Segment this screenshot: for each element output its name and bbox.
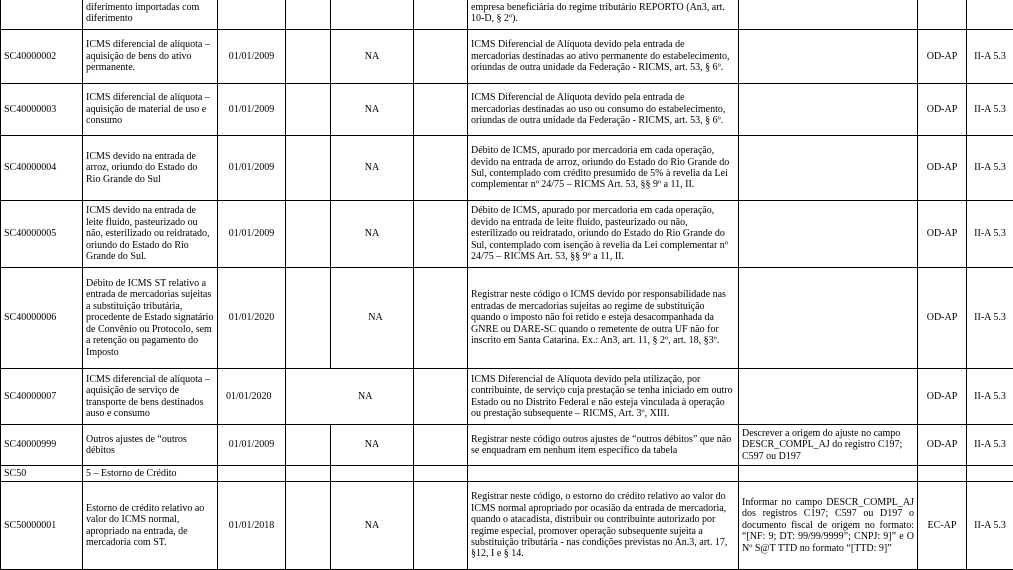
detail-cell: ICMS Diferencial de Alíquota devido pela entrada de mercadorias destinadas ao ativo permanente do estabelecimento, oriundas de outra unidade da Federação - RICMS, art. 53, § 6º. (468, 30, 739, 84)
na-cell: NA (331, 201, 414, 268)
na-cell: NA (331, 136, 414, 201)
description-cell: 5 – Estorno de Crédito (83, 466, 218, 482)
observation-cell (739, 136, 918, 201)
na-cell: NA (331, 30, 414, 84)
reflection-cell: OD-AP (918, 369, 967, 425)
detail-cell: Registrar neste código o ICMS devido por responsabilidade nas entradas de mercadorias sujeitas ao regime de substituição quando o imposto não foi retido e esteja desacompanhada da GNRE ou DARE-SC quando o remetente de outra UF não for inscrito em Santa Catarina. Ex.: An3, art. 11, § 2º, art. 18, §3º. (468, 268, 739, 369)
end-date-cell (286, 84, 331, 136)
empty-cell (414, 466, 468, 482)
reference-cell: II-A 5.3 (967, 482, 1013, 570)
end-date-cell (286, 0, 331, 30)
reference-cell (967, 466, 1013, 482)
start-date-cell: 01/01/2009 (218, 201, 286, 268)
detail-cell: Registrar neste código outros ajustes de “outros débitos” que não se enquadram em nenhum item específico da tabela (468, 425, 739, 466)
reflection-cell: OD-AP (918, 84, 967, 136)
code-cell: SC50 (1, 466, 83, 482)
observation-cell (739, 30, 918, 84)
observation-cell (739, 201, 918, 268)
empty-cell (414, 84, 468, 136)
end-date-cell (286, 201, 331, 268)
start-date-cell: 01/01/2018 (218, 482, 286, 570)
empty-cell (414, 201, 468, 268)
reference-cell: II-A 5.3 (967, 201, 1013, 268)
empty-cell (414, 30, 468, 84)
na-cell: NA (331, 268, 414, 369)
observation-cell: Descrever a origem do ajuste no campo DESCR_COMPL_AJ do registro C197; C597 ou D197 (739, 425, 918, 466)
start-date-cell (218, 466, 286, 482)
start-date-cell: 01/01/2009 (218, 136, 286, 201)
reference-cell: II-A 5.3 (967, 369, 1013, 425)
description-cell: ICMS diferencial de alíquota – aquisição de bens do ativo permanente. (83, 30, 218, 84)
reference-cell: II-A 5.3 (967, 425, 1013, 466)
reference-cell (967, 0, 1013, 30)
description-cell: ICMS diferencial de alíquota – aquisição de serviço de transporte de bens destinados auso e consumo (83, 369, 218, 425)
empty-cell (414, 0, 468, 30)
reflection-cell (918, 0, 967, 30)
end-date-cell (286, 425, 331, 466)
detail-cell (468, 466, 739, 482)
empty-cell (414, 369, 468, 425)
na-cell: NA (331, 425, 414, 466)
detail-cell: Débito de ICMS, apurado por mercadoria em cada operação, devido na entrada de leite fluido, pasteurizado ou não, esterilizado ou reidratado, oriundo do Estado do Rio Grande do Sul, contemplado com isenção à revelia da Lei complementar nº 24/75 – RICMS Art. 53, §§ 9º a 11, II. (468, 201, 739, 268)
end-date-cell (286, 30, 331, 84)
code-cell: SC40000006 (1, 268, 83, 369)
observation-cell (739, 0, 918, 30)
reflection-cell: OD-AP (918, 425, 967, 466)
description-cell: ICMS devido na entrada de leite fluido, pasteurizado ou não, esterilizado ou reidratado, oriundo do Estado do Rio Grande do Sul. (83, 201, 218, 268)
description-cell: Débito de ICMS ST relativo a entrada de mercadorias sujeitas a substituição tributária, procedente de Estado signatário de Convênio ou Protocolo, sem a retenção ou pagamento do Imposto (83, 268, 218, 369)
reflection-cell: OD-AP (918, 201, 967, 268)
start-date-cell (218, 0, 286, 30)
start-date-cell: 01/01/2009 (218, 425, 286, 466)
na-cell: NA (331, 482, 414, 570)
start-date-cell: 01/01/2020 (218, 369, 286, 425)
code-cell: SC50000001 (1, 482, 83, 570)
empty-cell (414, 268, 468, 369)
start-date-cell: 01/01/2009 (218, 84, 286, 136)
reflection-cell: OD-AP (918, 268, 967, 369)
table-row (1, 136, 1013, 201)
code-cell: SC40000999 (1, 425, 83, 466)
table-row (1, 0, 1013, 30)
code-cell (1, 0, 83, 30)
na-cell (331, 466, 414, 482)
reflection-cell (918, 466, 967, 482)
table-row (1, 369, 1013, 425)
description-cell: ICMS diferencial de alíquota – aquisição de material de uso e consumo (83, 84, 218, 136)
code-cell: SC40000004 (1, 136, 83, 201)
code-cell: SC40000003 (1, 84, 83, 136)
end-date-cell (286, 268, 331, 369)
description-cell: diferimento importadas com diferimento (83, 0, 218, 30)
detail-cell: Registrar neste código, o estorno do crédito relativo ao valor do ICMS normal apropriado por ocasião da entrada de mercadoria, quando o atacadista, distribuir ou contribuinte autorizado por regime especial, promover operação subsequente sujeita a substituição tributária - nas condições previstas no An.3, art. 17, §12, I e § 14. (468, 482, 739, 570)
table-row (1, 268, 1013, 369)
empty-cell (414, 482, 468, 570)
start-date-cell: 01/01/2020 (218, 268, 286, 369)
table-row (1, 84, 1013, 136)
reference-cell: II-A 5.3 (967, 268, 1013, 369)
detail-cell: empresa beneficiária do regime tributário REPORTO (An3, art. 10-D, § 2º). (468, 0, 739, 30)
table-row (1, 425, 1013, 466)
na-cell (331, 0, 414, 30)
table-row (1, 482, 1013, 570)
reference-cell: II-A 5.3 (967, 84, 1013, 136)
detail-cell: ICMS Diferencial de Alíquota devido pela entrada de mercadorias destinadas ao uso ou consumo do estabelecimento, oriundas de outra unidade da Federação - RICMS, art. 53, § 6º. (468, 84, 739, 136)
na-cell: NA (286, 369, 414, 425)
observation-cell (739, 84, 918, 136)
code-cell: SC40000007 (1, 369, 83, 425)
code-cell: SC40000002 (1, 30, 83, 84)
detail-cell: Débito de ICMS, apurado por mercadoria em cada operação, devido na entrada de arroz, oriundo do Estado do Rio Grande do Sul, contemplado com crédito presumido de 5% à revelia da Lei complementar nº 24/75 – RICMS Art. 53, §§ 9º a 11, II. (468, 136, 739, 201)
na-cell: NA (331, 84, 414, 136)
observation-cell (739, 268, 918, 369)
observation-cell (739, 369, 918, 425)
start-date-cell: 01/01/2009 (218, 30, 286, 84)
reflection-cell: EC-AP (918, 482, 967, 570)
end-date-cell (286, 136, 331, 201)
observation-cell: Informar no campo DESCR_COMPL_AJ dos registros C197; C597 ou D197 o documento fiscal de origem no formato: “[NF: 9; DT: 99/99/9999”; CNPJ: 9]” e O Nº S@T TTD no formato “[TTD: 9]” (739, 482, 918, 570)
observation-cell (739, 466, 918, 482)
end-date-cell (286, 482, 331, 570)
reflection-cell: OD-AP (918, 136, 967, 201)
description-cell: Outros ajustes de “outros débitos (83, 425, 218, 466)
reference-cell: II-A 5.3 (967, 30, 1013, 84)
table-row (1, 30, 1013, 84)
description-cell: Estorno de crédito relativo ao valor do ICMS normal, apropriado na entrada, de mercadoria com ST. (83, 482, 218, 570)
reflection-cell: OD-AP (918, 30, 967, 84)
description-cell: ICMS devido na entrada de arroz, oriundo do Estado do Rio Grande do Sul (83, 136, 218, 201)
empty-cell (414, 136, 468, 201)
end-date-cell (286, 466, 331, 482)
reference-cell: II-A 5.3 (967, 136, 1013, 201)
table-row (1, 201, 1013, 268)
table-row (1, 466, 1013, 482)
code-cell: SC40000005 (1, 201, 83, 268)
empty-cell (414, 425, 468, 466)
detail-cell: ICMS Diferencial de Alíquota devido pela utilização, por contribuinte, de serviço cuja prestação se tenha iniciado em outro Estado ou no Distrito Federal e não esteja vinculada à operação ou prestação subsequente – RICMS, Art. 3º, XIII. (468, 369, 739, 425)
